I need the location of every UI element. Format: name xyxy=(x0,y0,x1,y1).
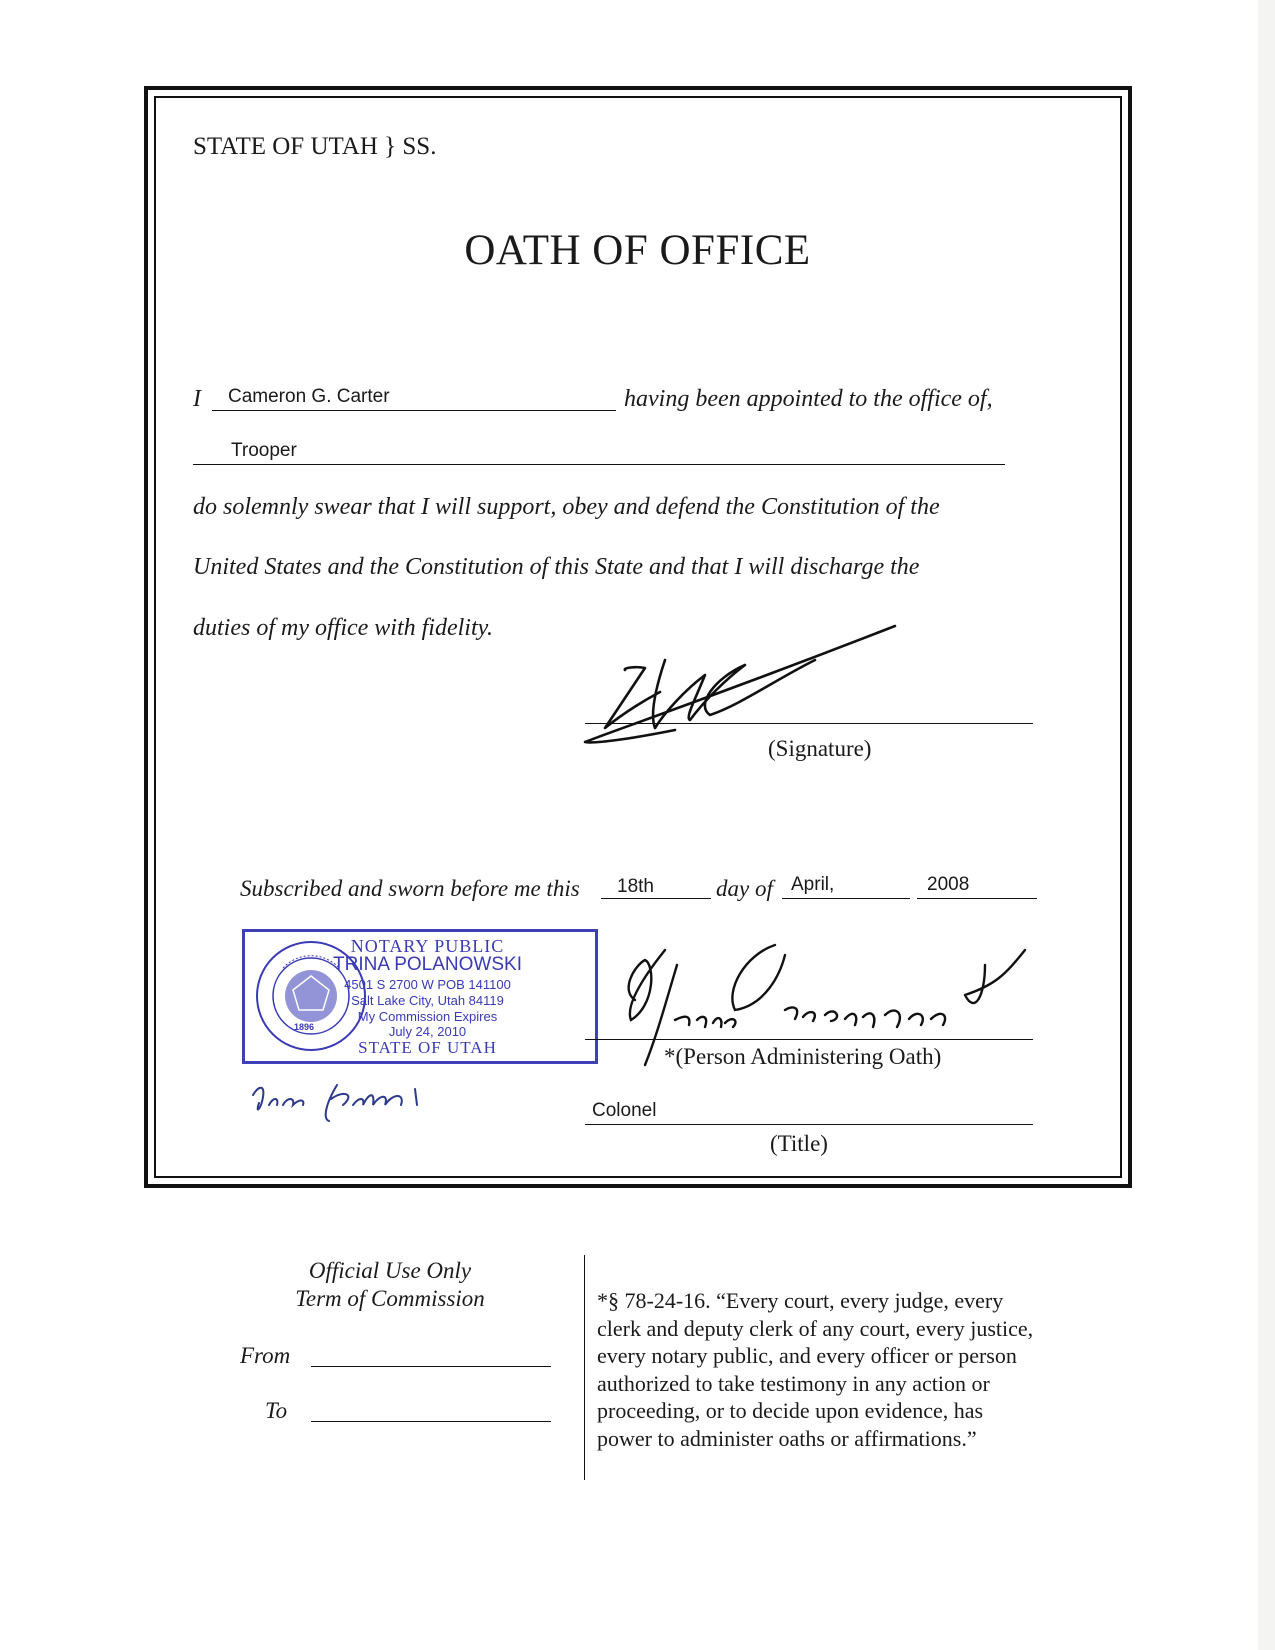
stamp-line-2: TRINA POLANOWSKI xyxy=(333,954,522,975)
to-line xyxy=(311,1421,551,1422)
name-line xyxy=(212,410,616,411)
stamp-line-1: NOTARY PUBLIC xyxy=(350,936,505,956)
title-line xyxy=(585,1124,1033,1125)
stamp-line-3: 4501 S 2700 W POB 141100 xyxy=(344,977,511,992)
day-line xyxy=(601,898,711,899)
signature-caption: (Signature) xyxy=(768,736,872,761)
official-use-heading: Official Use Only xyxy=(308,1258,472,1283)
administering-line xyxy=(585,1039,1033,1040)
name-value: Cameron G. Carter xyxy=(228,386,390,407)
subscribed-text: Subscribed and sworn before me this xyxy=(240,876,580,901)
statute-line-5: proceeding, or to decide upon evidence, has xyxy=(597,1398,984,1423)
from-line xyxy=(311,1366,551,1367)
oath-pronoun: I xyxy=(193,386,201,412)
oath-line-1: do solemnly swear that I will support, obey and defend the Constitution of the xyxy=(193,494,940,520)
statute-line-1: *§ 78-24-16. “Every court, every judge, every xyxy=(597,1288,1004,1313)
statute-text xyxy=(597,1287,1033,1452)
oath-line-3: duties of my office with fidelity. xyxy=(193,615,493,641)
seal-year: 1896 xyxy=(294,1022,315,1032)
title-value: Colonel xyxy=(592,1100,657,1121)
month-line xyxy=(782,898,910,899)
day-of-text: day of xyxy=(716,876,773,901)
statute-line-2: clerk and deputy clerk of any court, every justice, xyxy=(597,1315,1034,1341)
statute-line-3: every notary public, and every officer or person xyxy=(597,1343,1017,1368)
oath-line-2: United States and the Constitution of this State and that I will discharge the xyxy=(193,554,920,580)
administering-caption: *(Person Administering Oath) xyxy=(664,1044,942,1069)
stamp-line-5: My Commission Expires xyxy=(357,1009,498,1024)
month-value: April, xyxy=(791,874,835,895)
office-value: Trooper xyxy=(231,440,297,461)
term-heading: Term of Commission xyxy=(295,1286,485,1311)
day-value: 18th xyxy=(617,876,654,897)
stamp-line-6: July 24, 2010 xyxy=(388,1024,467,1039)
stamp-line-4: Salt Lake City, Utah 84119 xyxy=(351,993,504,1008)
year-line xyxy=(917,898,1037,899)
document-title: OATH OF OFFICE xyxy=(464,227,811,274)
oath-signature-handwritten xyxy=(575,620,905,750)
stamp-line-7: STATE OF UTAH xyxy=(358,1038,497,1057)
title-caption: (Title) xyxy=(770,1131,828,1156)
from-label: From xyxy=(240,1343,291,1368)
year-value: 2008 xyxy=(927,874,970,895)
notary-signature-handwritten xyxy=(245,1075,485,1125)
venue-heading: STATE OF UTAH } SS. xyxy=(193,133,437,160)
notary-stamp xyxy=(242,929,598,1064)
signature-line xyxy=(585,723,1033,724)
section-divider xyxy=(584,1255,585,1480)
to-label: To xyxy=(265,1398,288,1423)
statute-line-4: authorized to take testimony in any action or xyxy=(597,1370,990,1396)
appointed-text: having been appointed to the office of, xyxy=(624,386,993,412)
statute-line-6: power to administer oaths or affirmations.” xyxy=(597,1425,977,1451)
office-line xyxy=(193,464,1005,465)
